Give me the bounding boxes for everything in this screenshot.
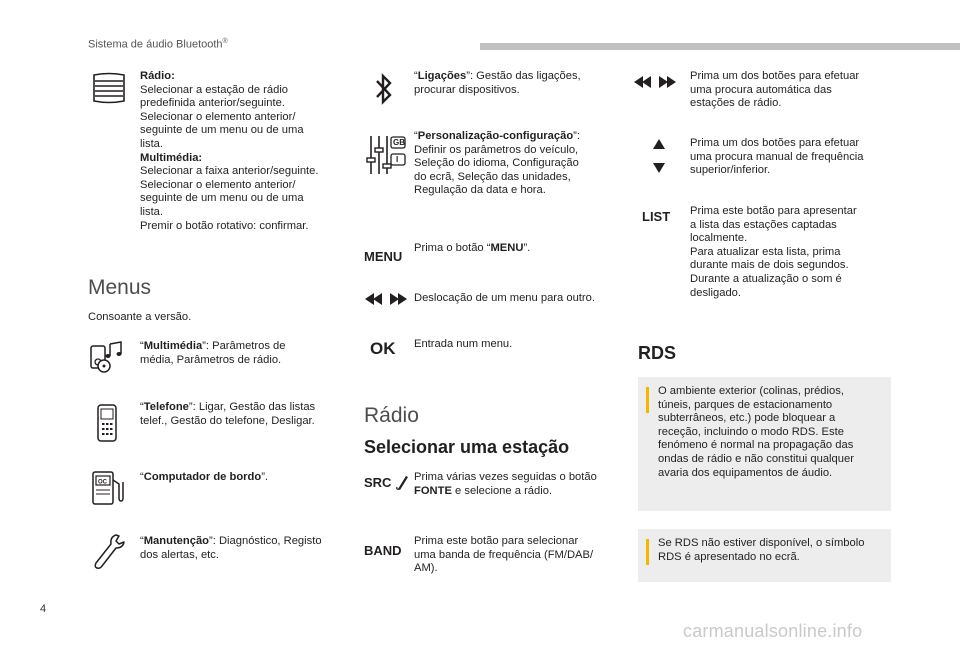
wrench-icon xyxy=(92,533,126,576)
svg-text:OC: OC xyxy=(98,479,107,486)
phone-icon xyxy=(96,404,118,447)
settings-sliders-icon xyxy=(366,134,406,181)
watermark: carmanualsonline.info xyxy=(683,621,863,641)
up-down-arrows-icon xyxy=(652,138,666,179)
info-accent-bar xyxy=(646,387,649,413)
list-description: Prima este botão para apresentar a lista das estações captadas localmente. Para atualizar esta lista, prima durante mais de dois segundos. Durante a atualização o som é desligado. xyxy=(690,205,857,299)
menu-item-telefone: “Telefone”: Ligar, Gestão das listas telef., Gestão do telefone, Desligar. xyxy=(140,401,316,427)
rds-info-box xyxy=(638,377,891,511)
rds-unavailable-text: Se RDS não estiver disponível, o símbolo RDS é apresentado no ecrã. xyxy=(658,537,865,563)
settings-icon-i: I xyxy=(396,155,399,164)
header-bar xyxy=(480,43,960,50)
menu-item-computador-bordo: “Computador de bordo”. xyxy=(140,471,269,483)
move-description: Deslocação de um menu para outro. xyxy=(414,292,595,304)
menus-heading: Menus xyxy=(88,276,152,299)
radio-heading: Rádio xyxy=(364,404,419,427)
band-button-icon: BAND xyxy=(364,543,402,558)
rds-info-text: O ambiente exterior (colinas, prédios, túneis, parques de estacionamento subterrâneos, etc.) pode bloquear a receção, incluindo o modo RDS. Este fenómeno é normal na propagação das ondas de rádio e não constitui qualquer avaria dos equipamentos de áudio. xyxy=(658,385,854,479)
rds-heading: RDS xyxy=(638,343,677,363)
ok-button-icon: OK xyxy=(370,339,396,358)
list-button-icon: LIST xyxy=(642,209,671,224)
radio-media-description: Rádio: Selecionar a estação de rádio predefinida anterior/seguinte. Selecionar o elemento anterior/ seguinte de um menu ou de uma lista. Multimédia: Selecionar a faixa anterior/seguinte. Selecionar o elemento anterior/ seguinte de um menu ou de uma lista. Premir o botão rotativo: confirmar. xyxy=(140,70,319,232)
src-label: SRC xyxy=(364,475,392,490)
rds-unavailable-box xyxy=(638,529,891,582)
manual-search-description: Prima um dos botões para efetuar uma procura manual de frequência superior/inferior. xyxy=(690,137,864,177)
src-button-icon xyxy=(364,474,391,492)
menu-item-manutencao: “Manutenção”: Diagnóstico, Registo dos alertas, etc. xyxy=(140,535,322,561)
menu-item-multimedia: “Multimédia”: Parâmetros de média, Parâmetros de rádio. xyxy=(140,340,286,366)
seek-arrows-icon xyxy=(634,75,676,94)
auto-search-description: Prima um dos botões para efetuar uma procura automática das estações de rádio. xyxy=(690,70,860,110)
menus-intro: Consoante a versão. xyxy=(88,311,192,323)
rotary-knob-icon xyxy=(92,72,126,109)
ok-description: Entrada num menu. xyxy=(414,338,513,350)
bluetooth-icon xyxy=(375,72,393,111)
menu-button-icon: MENU xyxy=(364,249,403,264)
page-header-title: Sistema de áudio Bluetooth® xyxy=(88,38,228,51)
info-accent-bar xyxy=(646,539,649,565)
ligacoes-description: “Ligações”: Gestão das ligações, procurar dispositivos. xyxy=(414,70,581,96)
src-description: Prima várias vezes seguidas o botão FONTE e selecione a rádio. xyxy=(414,471,597,497)
trip-computer-icon xyxy=(90,470,126,511)
select-station-heading: Selecionar uma estação xyxy=(364,437,570,457)
page-number: 4 xyxy=(40,603,47,615)
configuracao-description: “Personalização-configuração”: Definir os parâmetros do veículo, Seleção do idioma, Configuração do ecrã, Seleção das unidades, Regulação da data e hora. xyxy=(414,130,581,197)
left-right-arrows-icon xyxy=(365,292,407,311)
menu-button-description: Prima o botão “MENU”. xyxy=(414,242,531,254)
band-description: Prima este botão para selecionar uma banda de frequência (FM/DAB/ AM). xyxy=(414,535,594,575)
settings-icon-gb: GB xyxy=(393,138,405,147)
multimedia-icon xyxy=(88,340,126,379)
